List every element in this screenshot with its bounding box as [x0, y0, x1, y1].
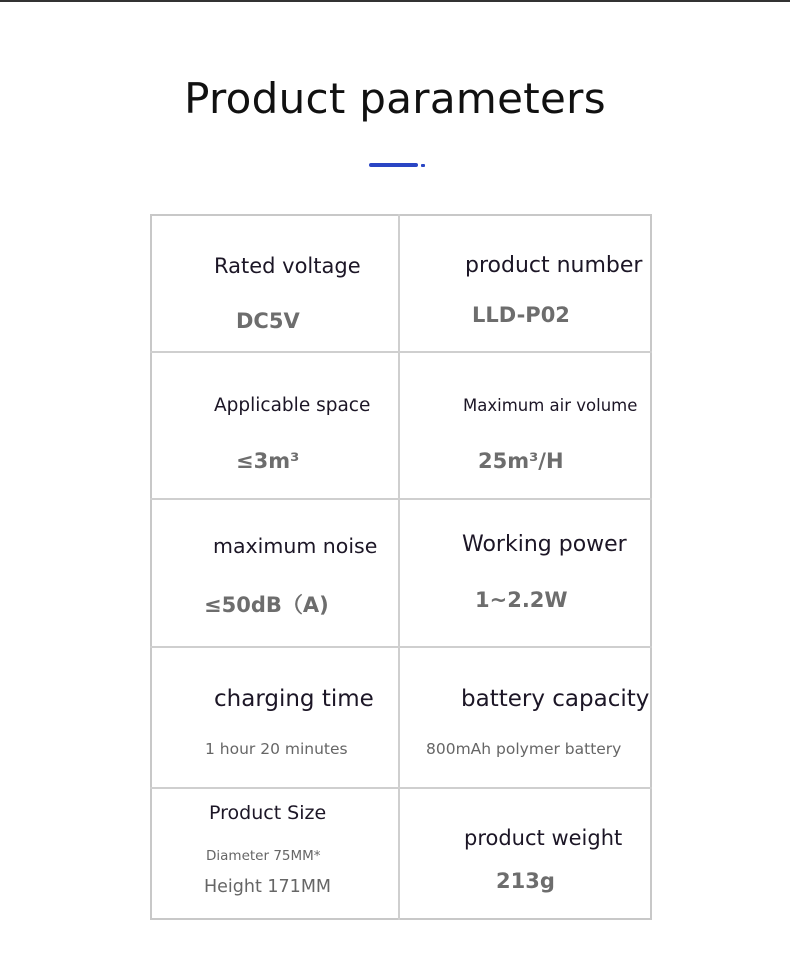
product-number-value: LLD-P02: [472, 303, 570, 327]
battery-capacity-value: 800mAh polymer battery: [426, 740, 622, 758]
product-number-label: product number: [465, 253, 643, 278]
applicable-space-value: ≤3m³: [236, 449, 300, 473]
rated-voltage-label: Rated voltage: [214, 254, 361, 278]
working-power-label: Working power: [462, 532, 627, 557]
page-title: Product parameters: [184, 74, 606, 123]
max-noise-label: maximum noise: [213, 534, 378, 558]
product-size-height: Height 171MM: [204, 877, 332, 897]
product-weight-value: 213g: [496, 869, 555, 893]
product-size-diameter: Diameter 75MM*: [206, 848, 321, 864]
top-border: [0, 0, 790, 2]
table-row-divider: [150, 351, 652, 353]
product-weight-label: product weight: [464, 826, 623, 850]
title-underline-accent: [369, 163, 418, 167]
rated-voltage-value: DC5V: [236, 309, 300, 333]
table-row-divider: [150, 787, 652, 789]
max-noise-value: ≤50dB（A): [204, 593, 329, 617]
table-column-divider: [398, 214, 400, 920]
working-power-value: 1~2.2W: [475, 588, 568, 612]
max-air-volume-label: Maximum air volume: [463, 396, 638, 415]
product-size-label: Product Size: [209, 802, 327, 824]
charging-time-label: charging time: [214, 686, 374, 712]
battery-capacity-label: battery capacity: [461, 686, 650, 712]
charging-time-value: 1 hour 20 minutes: [205, 740, 348, 758]
table-row-divider: [150, 646, 652, 648]
applicable-space-label: Applicable space: [214, 395, 371, 416]
max-air-volume-value: 25m³/H: [478, 449, 564, 473]
title-underline-dot: [421, 164, 425, 167]
table-row-divider: [150, 498, 652, 500]
